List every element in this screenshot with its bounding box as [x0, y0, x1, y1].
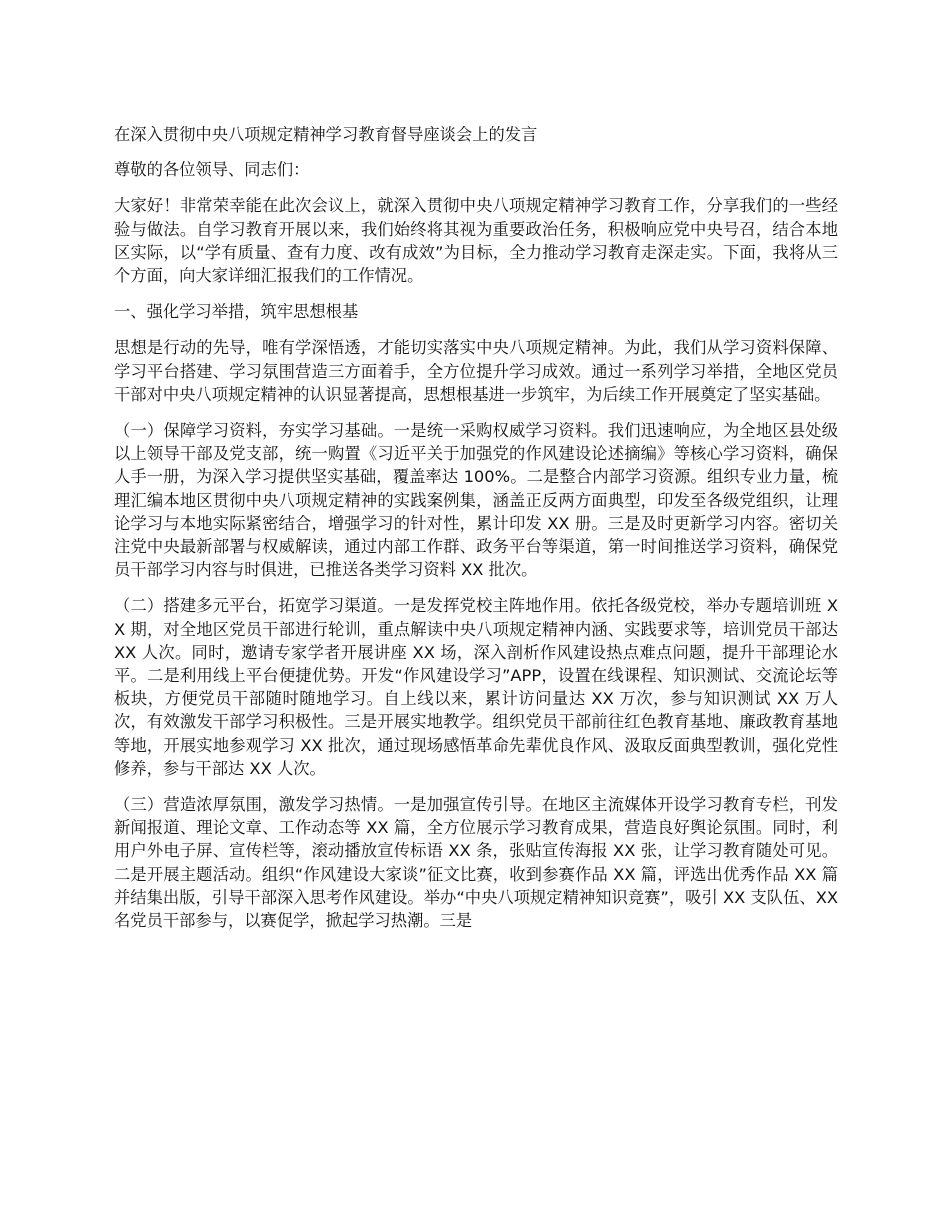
document-title: 在深入贯彻中央八项规定精神学习教育督导座谈会上的发言 [114, 125, 538, 144]
section-intro-paragraph: 思想是行动的先导，唯有学深悟透，才能切实落实中央八项规定精神。为此，我们从学习资料保障、学习平台搭建、学习氛围营造三方面着手，全方位提升学习成效。通过一系列学习举措，全地区党员干部对中央八项规定精神的认识显著提高，思想根基进一步筑牢，为后续工作开展奠定了坚实基础。 [114, 338, 838, 404]
section-heading: 一、强化学习举措，筑牢思想根基 [114, 302, 359, 322]
document-page [114, 123, 838, 945]
subsection-paragraph-2: （二）搭建多元平台，拓宽学习渠道。一是发挥党校主阵地作用。依托各级党校，举办专题培训班 XX 期，对全地区党员干部进行轮训，重点解读中央八项规定精神内涵、实践要求等，培训党员干部达 XX 人次。同时，邀请专家学者开展讲座 XX 场，深入剖析作风建设热点难点问题，提升干部理论水平。二是利用线上平台便捷优势。开发“作风建设学习”APP，设置在线课程、知识测试、交流论坛等板块，方便党员干部随时随地学习。自上线以来，累计访问量达 XX 万次，参与知识测试 XX 万人次，有效激发干部学习积极性。三是开展实地教学。组织党员干部前往红色教育基地、廉政教育基地等地，开展实地参观学习 XX 批次，通过现场感悟革命先辈优良作风、汲取反面典型教训，强化党性修养，参与干部达 XX 人次。 [114, 596, 838, 778]
intro-paragraph: 大家好！非常荣幸能在此次会议上，就深入贯彻中央八项规定精神学习教育工作，分享我们的一些经验与做法。自学习教育开展以来，我们始终将其视为重要政治任务，积极响应党中央号召，结合本地区实际，以“学有质量、查有力度、改有成效”为目标，全力推动学习教育走深走实。下面，我将从三个方面，向大家详细汇报我们的工作情况。 [114, 196, 838, 286]
subsection-paragraph-3: （三）营造浓厚氛围，激发学习热情。一是加强宣传引导。在地区主流媒体开设学习教育专栏，刊发新闻报道、理论文章、工作动态等 XX 篇，全方位展示学习教育成果，营造良好舆论氛围。同时，利用户外电子屏、宣传栏等，滚动播放宣传标语 XX 条，张贴宣传海报 XX 张，让学习教育随处可见。二是开展主题活动。组织“作风建设大家谈”征文比赛，收到参赛作品 XX 篇，评选出优秀作品 XX 篇并结集出版，引导干部深入思考作风建设。举办“中央八项规定精神知识竞赛”，吸引 XX 支队伍、XX 名党员干部参与，以赛促学，掀起学习热潮。三是 [114, 795, 838, 931]
subsection-paragraph-1: （一）保障学习资料，夯实学习基础。一是统一采购权威学习资料。我们迅速响应，为全地区县处级以上领导干部及党支部，统一购置《习近平关于加强党的作风建设论述摘编》等核心学习资料，确保人手一册，为深入学习提供坚实基础，覆盖率达 100%。二是整合内部学习资源。组织专业力量，梳理汇编本地区贯彻中央八项规定精神的实践案例集，涵盖正反两方面典型，印发至各级党组织，让理论学习与本地实际紧密结合，增强学习的针对性，累计印发 XX 册。三是及时更新学习内容。密切关注党中央最新部署与权威解读，通过内部工作群、政务平台等渠道，第一时间推送学习资料，确保党员干部学习内容与时俱进，已推送各类学习资料 XX 批次。 [114, 421, 838, 580]
salutation: 尊敬的各位领导、同志们： [114, 160, 310, 180]
